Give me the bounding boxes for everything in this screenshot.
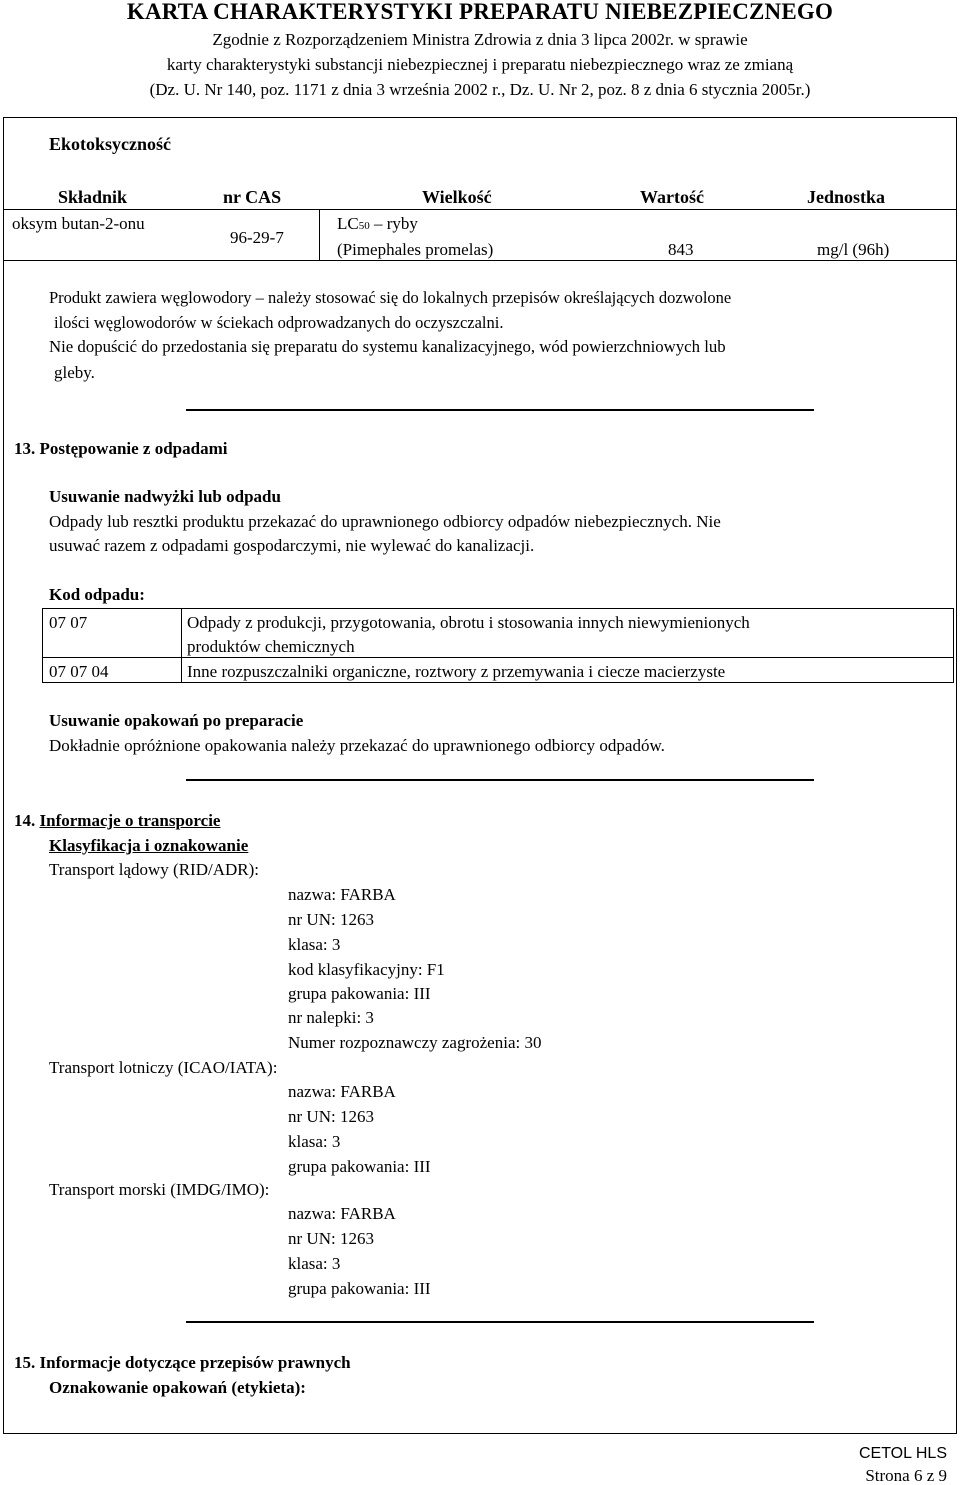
waste-code-description-cont: produktów chemicznych	[187, 637, 355, 656]
eco-col-size: Wielkość	[422, 187, 492, 207]
waste-code: 07 07	[49, 613, 88, 632]
regulation-line-2: karty charakterystyki substancji niebezpiecznej i preparatu niebezpiecznego wraz ze zmianą	[166, 55, 794, 74]
eco-size-species: (Pimephales promelas)	[337, 240, 494, 259]
air-transport-label: Transport lotniczy (ICAO/IATA):	[49, 1058, 278, 1077]
waste-code-table	[42, 608, 954, 683]
eco-paragraph-2-line-2: gleby.	[54, 363, 95, 382]
waste-code-row-rule	[43, 657, 953, 658]
land-hazard-number: Numer rozpoznawczy zagrożenia: 30	[288, 1033, 542, 1052]
waste-code-heading: Kod odpadu:	[49, 585, 145, 604]
packaging-heading: Usuwanie opakowań po preparacie	[49, 711, 304, 730]
section-13-label: Postępowanie z odpadami	[39, 439, 228, 458]
land-class: klasa: 3	[288, 935, 341, 954]
waste-code-description: Inne rozpuszczalniki organiczne, roztwory z przemywania i ciecze macierzyste	[187, 662, 726, 681]
land-packing-group: grupa pakowania: III	[288, 984, 431, 1003]
land-un-number: nr UN: 1263	[288, 910, 374, 929]
air-packing-group: grupa pakowania: III	[288, 1157, 431, 1176]
eco-table-rule	[4, 209, 956, 210]
eco-size	[337, 215, 418, 232]
document-title: KARTA CHARAKTERYSTYKI PREPARATU NIEBEZPIECZNEGO	[126, 0, 834, 24]
section-13-number: 13.	[14, 439, 36, 458]
air-class: klasa: 3	[288, 1132, 341, 1151]
land-label-number: nr nalepki: 3	[288, 1008, 374, 1027]
page-frame	[3, 117, 957, 1434]
eco-size-sub: 50	[358, 220, 370, 232]
sea-transport-label: Transport morski (IMDG/IMO):	[49, 1180, 270, 1199]
product-name: CETOL HLS	[858, 1445, 947, 1462]
section-15-label: Informacje dotyczące przepisów prawnych	[39, 1353, 351, 1372]
section-14-title	[14, 812, 220, 829]
eco-heading: Ekotoksyczność	[49, 134, 172, 154]
air-un-number: nr UN: 1263	[288, 1107, 374, 1126]
sea-name: nazwa: FARBA	[288, 1204, 396, 1223]
eco-cas: 96-29-7	[230, 228, 284, 247]
eco-paragraph-1-line-2: ilości węglowodorów w ściekach odprowadzanych do oczyszczalni.	[54, 313, 504, 332]
eco-size-rest: – ryby	[373, 214, 418, 233]
classification-heading: Klasyfikacja i oznakowanie	[49, 836, 249, 855]
eco-paragraph-1-line-1: Produkt zawiera węglowodory – należy stosować się do lokalnych przepisów określających dozwolone	[49, 288, 732, 307]
sea-packing-group: grupa pakowania: III	[288, 1279, 431, 1298]
eco-size-lc: LC	[337, 214, 359, 233]
section-13-title	[14, 440, 227, 457]
land-transport-label: Transport lądowy (RID/ADR):	[49, 860, 259, 879]
surplus-text-line-2: usuwać razem z odpadami gospodarczymi, nie wylewać do kanalizacji.	[49, 536, 535, 555]
eco-col-value: Wartość	[640, 187, 704, 207]
waste-code-description: Odpady z produkcji, przygotowania, obrotu i stosowania innych niewymienionych	[187, 613, 750, 632]
section-15-title	[14, 1354, 351, 1371]
eco-table-divider	[319, 210, 320, 260]
regulation-line-3: (Dz. U. Nr 140, poz. 1171 z dnia 3 września 2002 r., Dz. U. Nr 2, poz. 8 z dnia 6 stycznia 2005r.)	[149, 80, 811, 99]
section-14-label: Informacje o transporcie	[39, 811, 221, 830]
waste-code-divider	[181, 609, 182, 682]
regulation-line-1: Zgodnie z Rozporządzeniem Ministra Zdrowia z dnia 3 lipca 2002r. w sprawie	[212, 30, 748, 49]
section-separator	[186, 1321, 814, 1323]
waste-code: 07 07 04	[49, 662, 109, 681]
label-heading: Oznakowanie opakowań (etykieta):	[49, 1378, 306, 1397]
eco-value: 843	[668, 240, 694, 259]
surplus-heading: Usuwanie nadwyżki lub odpadu	[49, 487, 281, 506]
eco-col-cas: nr CAS	[223, 187, 282, 207]
section-15-number: 15.	[14, 1353, 36, 1372]
section-separator	[186, 409, 814, 411]
eco-component: oksym butan-2-onu	[12, 214, 145, 233]
air-name: nazwa: FARBA	[288, 1082, 396, 1101]
eco-paragraph-2-line-1: Nie dopuścić do przedostania się preparatu do systemu kanalizacyjnego, wód powierzchniowych lub	[49, 337, 726, 356]
eco-col-component: Składnik	[58, 187, 128, 207]
page-number: Strona 6 z 9	[865, 1466, 947, 1485]
packaging-text: Dokładnie opróżnione opakowania należy przekazać do uprawnionego odbiorcy odpadów.	[49, 736, 665, 755]
eco-col-unit: Jednostka	[807, 187, 886, 207]
section-14-number: 14.	[14, 811, 36, 830]
land-classification-code: kod klasyfikacyjny: F1	[288, 960, 445, 979]
sea-class: klasa: 3	[288, 1254, 341, 1273]
section-separator	[186, 779, 814, 781]
eco-table-rule	[4, 260, 956, 261]
sea-un-number: nr UN: 1263	[288, 1229, 374, 1248]
land-name: nazwa: FARBA	[288, 885, 396, 904]
eco-unit: mg/l (96h)	[817, 240, 890, 259]
surplus-text-line-1: Odpady lub resztki produktu przekazać do uprawnionego odbiorcy odpadów niebezpiecznych. Nie	[49, 512, 721, 531]
